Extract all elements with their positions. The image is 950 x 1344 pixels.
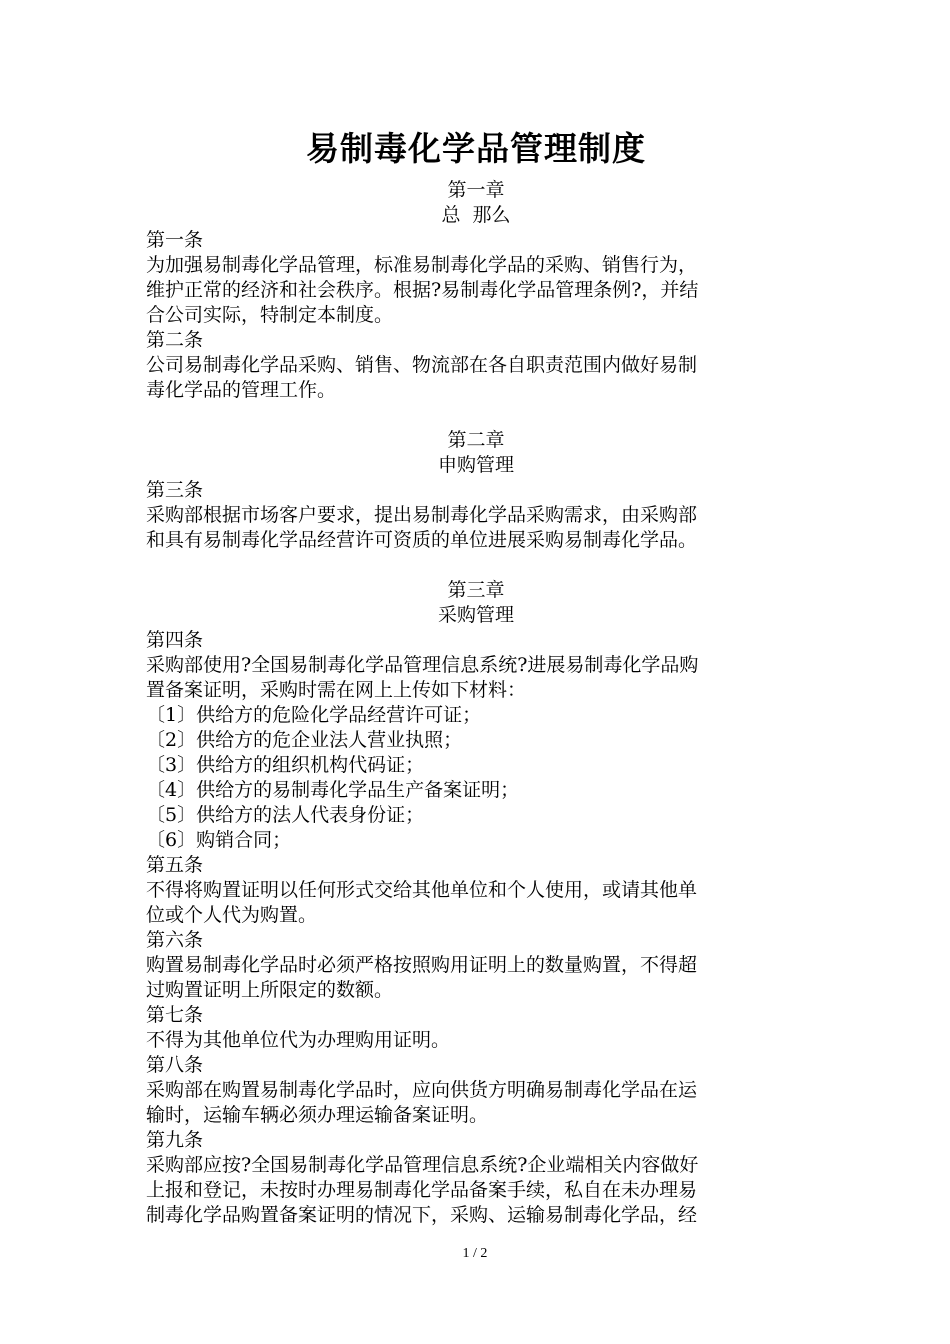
- article-text-line: 不得为其他单位代为办理购用证明。: [146, 1029, 451, 1051]
- document-body: [146, 178, 806, 1228]
- article-heading: 第一条: [146, 229, 204, 251]
- article-text-line: 采购部应按?全国易制毒化学品管理信息系统?企业端相关内容做好: [146, 1154, 699, 1176]
- article-text-line: 〔6〕购销合同；: [146, 829, 292, 851]
- chapter-number: 第三章: [447, 579, 505, 601]
- article-text-line: 过购置证明上所限定的数额。: [146, 979, 394, 1001]
- document-page: [146, 124, 806, 1228]
- article-text-line: 〔4〕供给方的易制毒化学品生产备案证明；: [146, 779, 520, 801]
- chapter-spacer: [146, 553, 806, 578]
- article-text-line: 不得将购置证明以任何形式交给其他单位和个人使用，或请其他单: [146, 879, 698, 901]
- chapter-spacer: [146, 403, 806, 428]
- chapter-name: 采购管理: [437, 604, 514, 626]
- article-heading: 第八条: [146, 1054, 204, 1076]
- page-number: 1 / 2: [462, 1246, 488, 1261]
- article-text-line: 制毒化学品购置备案证明的情况下，采购、运输易制毒化学品，经: [146, 1204, 698, 1226]
- chapter-number: 第二章: [447, 429, 505, 451]
- chapter-name: 申购管理: [437, 454, 514, 476]
- article-heading: 第六条: [146, 929, 204, 951]
- article-text-line: 采购部使用?全国易制毒化学品管理信息系统?进展易制毒化学品购: [146, 654, 699, 676]
- article-text-line: 为加强易制毒化学品管理，标准易制毒化学品的采购、销售行为，: [146, 254, 698, 276]
- article-heading: 第二条: [146, 329, 204, 351]
- article-text-line: 〔1〕供给方的危险化学品经营许可证；: [146, 704, 482, 726]
- chapter-number: 第一章: [447, 179, 505, 201]
- article-text-line: 〔3〕供给方的组织机构代码证；: [146, 754, 425, 776]
- article-heading: 第五条: [146, 854, 204, 876]
- article-text-line: 上报和登记，未按时办理易制毒化学品备案手续，私自在未办理易: [146, 1179, 698, 1201]
- article-text-line: 位或个人代为购置。: [146, 904, 318, 926]
- article-text-line: 毒化学品的管理工作。: [146, 379, 337, 401]
- article-text-line: 购置易制毒化学品时必须严格按照购用证明上的数量购置，不得超: [146, 954, 698, 976]
- article-text-line: 输时，运输车辆必须办理运输备案证明。: [146, 1104, 489, 1126]
- article-text-line: 合公司实际，特制定本制度。: [146, 304, 394, 326]
- article-text-line: 维护正常的经济和社会秩序。根据?易制毒化学品管理条例?，并结: [146, 279, 699, 301]
- article-text-line: 〔5〕供给方的法人代表身份证；: [146, 804, 425, 826]
- document-title: 易制毒化学品管理制度: [306, 129, 646, 168]
- article-heading: 第三条: [146, 479, 204, 501]
- article-text-line: 和具有易制毒化学品经营许可资质的单位进展采购易制毒化学品。: [146, 529, 698, 551]
- article-text-line: 公司易制毒化学品采购、销售、物流部在各自职责范围内做好易制: [146, 354, 698, 376]
- article-text-line: 〔2〕供给方的危企业法人营业执照；: [146, 729, 463, 751]
- article-text-line: 采购部在购置易制毒化学品时，应向供货方明确易制毒化学品在运: [146, 1079, 698, 1101]
- article-heading: 第九条: [146, 1129, 204, 1151]
- article-heading: 第七条: [146, 1004, 204, 1026]
- chapter-name: 总 那么: [441, 204, 511, 226]
- article-text-line: 采购部根据市场客户要求，提出易制毒化学品采购需求，由采购部: [146, 504, 698, 526]
- article-heading: 第四条: [146, 629, 204, 651]
- article-text-line: 置备案证明，采购时需在网上上传如下材料：: [146, 679, 527, 701]
